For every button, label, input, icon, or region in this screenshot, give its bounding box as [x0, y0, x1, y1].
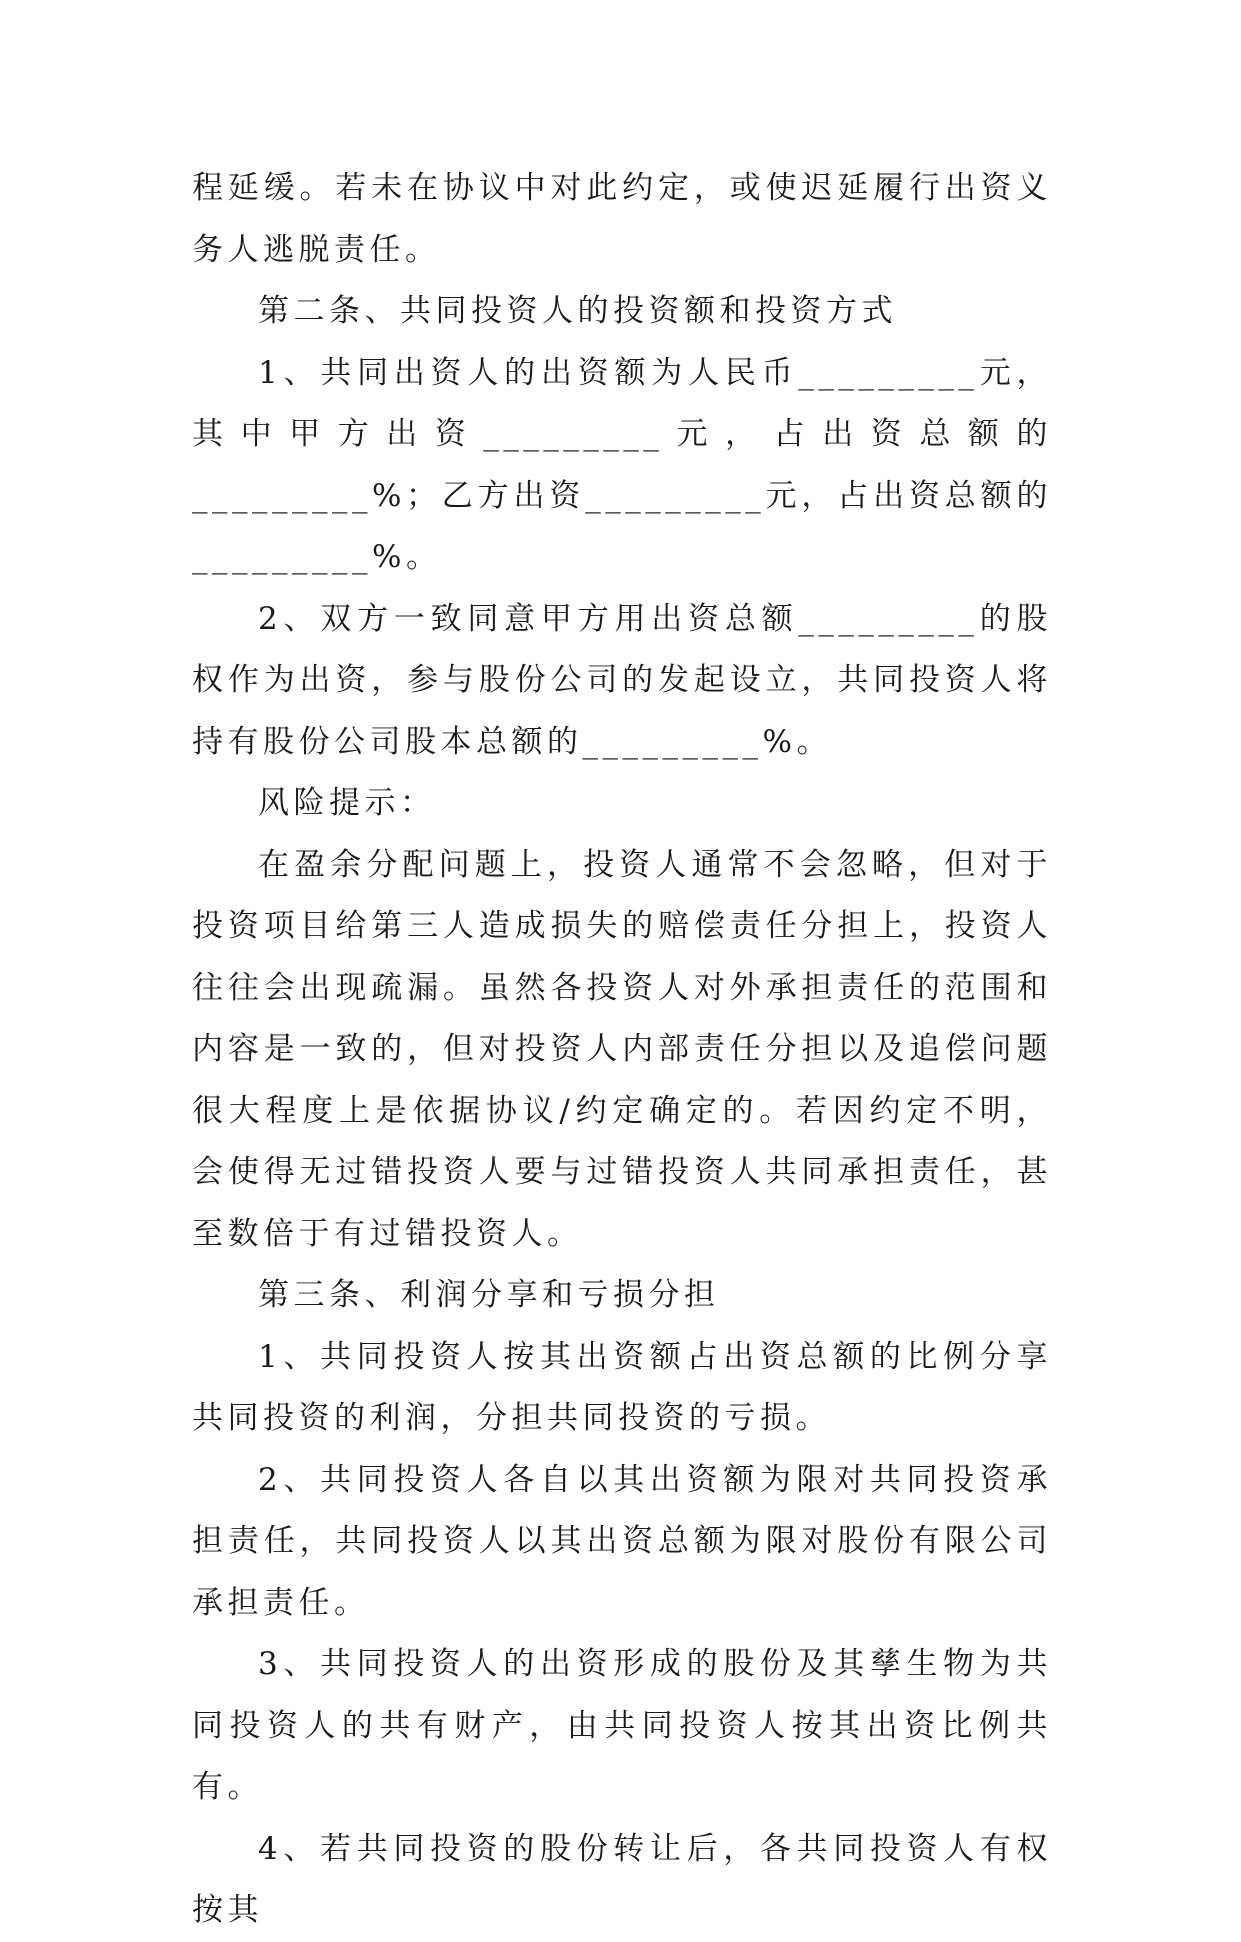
risk-notice-heading: 风险提示：: [258, 785, 436, 821]
paragraph-continuation: 程延缓。若未在协议中对此约定，或使迟延履行出资义务人逃脱责任。: [192, 170, 1052, 268]
article-3-clause-4: 4、若共同投资的股份转让后，各共同投资人有权按其: [192, 1830, 1052, 1928]
risk-notice-body: 在盈余分配问题上，投资人通常不会忽略，但对于投资项目给第三人造成损失的赔偿责任分担上，投资人往往会出现疏漏。虽然各投资人对外承担责任的范围和内容是一致的，但对投资人内部责任分担以及追偿问题很大程度上是依据协议/约定确定的。若因约定不明，会使得无过错投资人要与过错投资人共同承担责任，甚至数倍于有过错投资人。: [192, 846, 1052, 1252]
article-2-clause-2: 2、双方一致同意甲方用出资总额_________的股权作为出资，参与股份公司的发起设立，共同投资人将持有股份公司股本总额的_________%。: [192, 600, 1052, 760]
article-3-heading: 第三条、利润分享和亏损分担: [258, 1277, 720, 1313]
article-2-clause-1: 1、共同出资人的出资额为人民币_________元，其中甲方出资_________元，占出资总额的_________%；乙方出资_________元，占出资总额的_________%。: [192, 354, 1052, 575]
article-3-clause-1: 1、共同投资人按其出资额占出资总额的比例分享共同投资的利润，分担共同投资的亏损。: [192, 1338, 1052, 1436]
article-3-clause-2: 2、共同投资人各自以其出资额为限对共同投资承担责任，共同投资人以其出资总额为限对股份有限公司承担责任。: [192, 1461, 1052, 1621]
document-page: [192, 158, 1052, 1942]
article-3-clause-3: 3、共同投资人的出资形成的股份及其孳生物为共同投资人的共有财产，由共同投资人按其出资比例共有。: [192, 1646, 1052, 1805]
article-2-heading: 第二条、共同投资人的投资额和投资方式: [258, 293, 897, 329]
